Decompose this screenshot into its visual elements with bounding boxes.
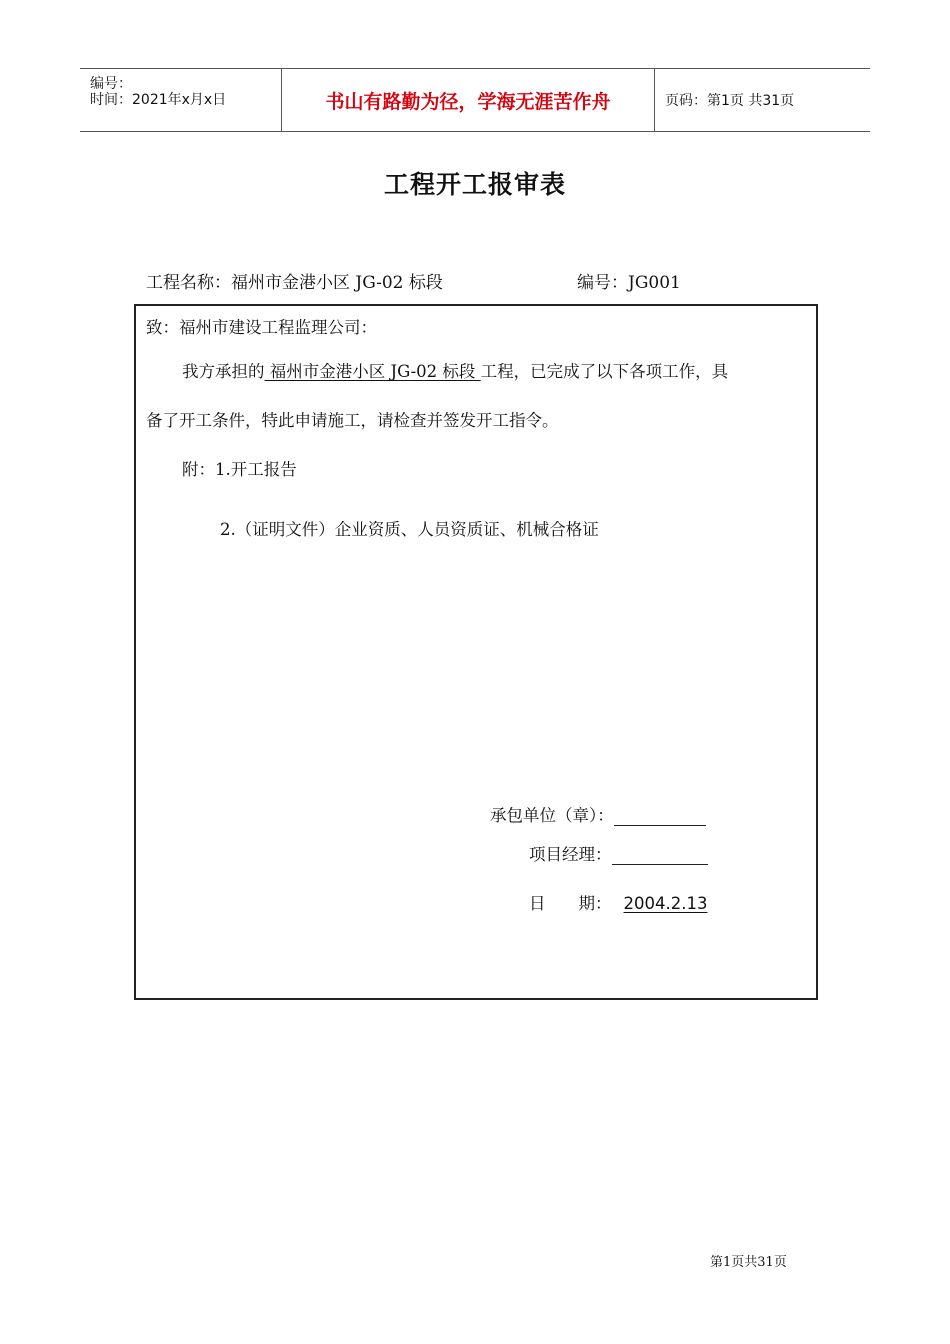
date-row xyxy=(529,890,748,914)
manager-signature-line[interactable] xyxy=(612,846,708,865)
date-value: 2004.2.13 xyxy=(623,894,708,913)
footer-page-number: 第1页共31页 xyxy=(710,1255,787,1270)
paragraph-line-1 xyxy=(182,358,728,382)
header-number: 编号： xyxy=(90,76,132,92)
attachment-2: 2.（证明文件）企业资质、人员资质证、机械合格证 xyxy=(220,520,599,539)
header-page: 页码：第1页 共31页 xyxy=(665,93,795,109)
contractor-row xyxy=(490,802,706,826)
para1-suffix: 工程，已完成了以下各项工作，具 xyxy=(480,362,729,381)
page-title: 工程开工报审表 xyxy=(383,170,566,199)
form-box xyxy=(134,304,818,1000)
project-name: 工程名称：福州市金港小区 JG-02 标段 xyxy=(146,273,443,293)
date-label: 日 期： xyxy=(529,894,612,913)
document-code: 编号：JG001 xyxy=(577,273,681,293)
addressee: 致：福州市建设工程监理公司： xyxy=(146,318,377,337)
paragraph-line-2: 备了开工条件，特此申请施工，请检查并签发开工指令。 xyxy=(146,411,559,430)
header-strip xyxy=(80,68,870,132)
para1-prefix: 我方承担的 xyxy=(182,362,265,381)
header-motto: 书山有路勤为径，学海无涯苦作舟 xyxy=(281,69,655,131)
header-time: 时间：2021年x月x日 xyxy=(90,92,227,108)
manager-label: 项目经理： xyxy=(529,845,612,864)
header-meta xyxy=(80,69,280,131)
manager-row xyxy=(529,841,708,865)
attachment-1: 附：1.开工报告 xyxy=(182,460,297,479)
contractor-label: 承包单位（章）： xyxy=(490,806,614,825)
para1-project: 福州市金港小区 JG-02 标段 xyxy=(264,362,481,381)
contractor-signature-line[interactable] xyxy=(614,807,706,826)
